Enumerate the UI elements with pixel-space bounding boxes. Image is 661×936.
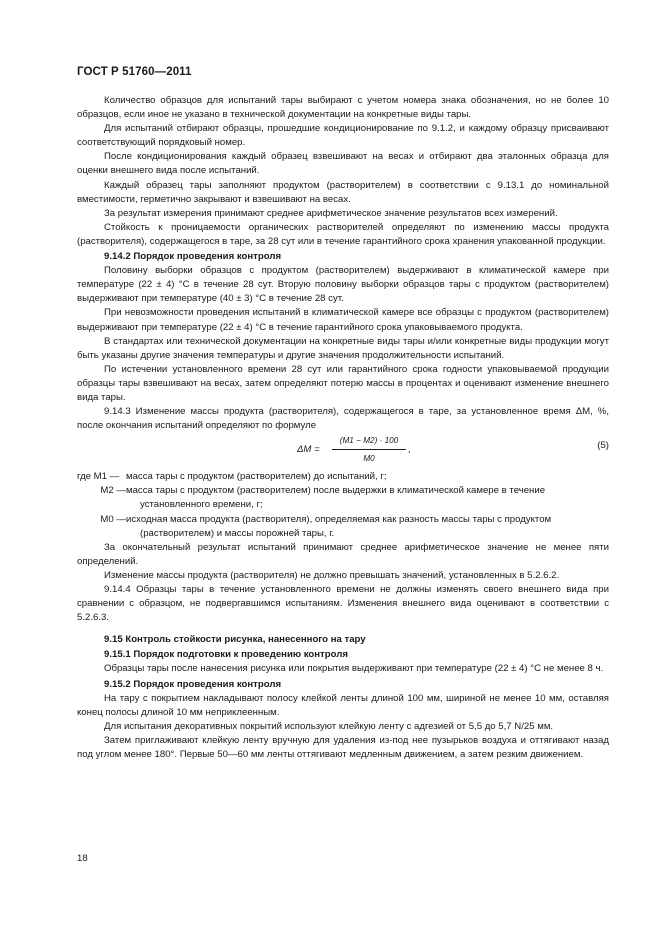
section-heading-9-15: 9.15 Контроль стойкости рисунка, нанесенного на тару — [104, 634, 366, 646]
paragraph: Каждый образец тары заполняют продуктом (растворителем) в соответствии с 9.13.1 до номинальной вместимости, герметично закрывают и взвешивают на весах. — [77, 179, 609, 205]
paragraph: Затем приглаживают клейкую ленту вручную для удаления из-под нее пузырьков воздуха и оттягивают назад под углом менее 180°. Первые 50—60 мм ленты оттягивают медленным движением, а затем резким движением. — [77, 734, 609, 761]
paragraph: Половину выборки образцов с продуктом (растворителем) выдерживают в климатической камере при температуре (22 ± 4) °С в течение 28 сут. Вторую половину выборки образцов тары с продуктом (растворителем) выдерживают при температуре (40 ± 3) °С в течение 28 сут. — [77, 265, 609, 305]
paragraph: В стандартах или технической документации на конкретные виды тары и/или конкретные виды продукции могут быть указаны другие значения температуры и другие значения продолжительности испытаний. — [77, 335, 609, 361]
formula-fraction — [332, 434, 406, 466]
formula-number: (5) — [597, 440, 609, 452]
formula-definitions — [77, 470, 609, 540]
definition-text: исходная масса продукта (растворителя), определяемая как разность массы тары с продуктом (растворителем) и массы порожней тары, г. — [126, 513, 552, 539]
definition-symbol: M0 — — [100, 513, 126, 525]
definition-text: масса тары с продуктом (растворителем) после выдержки в климатической камере в течение установленного времени, г; — [126, 485, 546, 511]
formula-comma: , — [408, 444, 411, 456]
paragraph: Образцы тары после нанесения рисунка или покрытия выдерживают при температуре (22 ± 4) °С не менее 8 ч. — [104, 663, 604, 675]
paragraph: Для испытаний отбирают образцы, прошедшие кондиционирование по 9.1.2, и каждому образцу присваивают соответствующий порядковый номер. — [77, 123, 609, 149]
paragraph: Для испытания декоративных покрытий используют клейкую ленту с адгезией от 5,5 до 5,7 N/25 мм. — [104, 720, 554, 732]
formula-numerator: (M1 − M2) · 100 — [332, 434, 406, 450]
paragraph: После кондиционирования каждый образец взвешивают на весах и отбирают два эталонных образца для оценки внешнего вида после испытаний. — [77, 151, 609, 177]
section-heading-9-15-2: 9.15.2 Порядок проведения контроля — [104, 678, 282, 690]
definition-symbol: M2 — — [100, 485, 126, 497]
standard-header: ГОСТ Р 51760—2011 — [77, 66, 192, 78]
page-number: 18 — [77, 853, 88, 864]
paragraph: Количество образцов для испытаний тары выбирают с учетом номера знака обозначения, но не более 10 образцов, если иное не указано в технической документации на конкретные виды тары. — [77, 95, 609, 121]
section-9-14-3-intro: 9.14.3 Изменение массы продукта (растворителя), содержащегося в таре, за установленное время ΔМ, %, после окончания испытаний определяют по формуле — [77, 406, 609, 432]
paragraph: За результат измерения принимают среднее арифметическое значение результатов всех измерений. — [104, 207, 558, 219]
formula-lhs: ΔM = — [297, 444, 320, 456]
definition-text: масса тары с продуктом (растворителем) до испытаний, г; — [126, 471, 387, 483]
paragraph: По истечении установленного времени 28 сут или гарантийного срока годности упаковываемой продукции образцы тары взвешивают на весах, затем определяют потерю массы в процентах и оценивают изменение внешнего вида тары. — [77, 363, 609, 403]
section-heading-9-14-2: 9.14.2 Порядок проведения контроля — [104, 251, 282, 263]
section-9-14-4-text: 9.14.4 Образцы тары в течение установленного времени не должны изменять своего внешнего вида при сравнении с образцом, не подвергавшимся испытаниям. Изменения внешнего вида оценивают в соответствии с 5.2.6.3. — [77, 584, 609, 624]
definition-symbol: где M1 — — [77, 471, 120, 483]
formula-denominator: M0 — [363, 454, 375, 464]
formula-5 — [77, 434, 609, 468]
paragraph: При невозможности проведения испытаний в климатической камере все образцы с продуктом (растворителем) выдерживают при температуре (22 ± 4) °С в течение гарантийного срока упаковываемого продукта. — [77, 307, 609, 333]
definition-item — [77, 513, 609, 541]
paragraph: Стойкость к проницаемости органических растворителей определяют по изменению массы продукта (растворителя), содержащегося в таре, за 28 сут или в течение гарантийного срока хранения упакованной продукции. — [77, 221, 609, 247]
paragraph: За окончательный результат испытаний принимают среднее арифметическое значение не менее пяти определений. — [77, 541, 609, 567]
document-body — [77, 94, 609, 762]
section-heading-9-15-1: 9.15.1 Порядок подготовки к проведению контроля — [104, 649, 348, 661]
definition-item — [77, 470, 609, 484]
definition-item — [77, 484, 609, 512]
paragraph: Изменение массы продукта (растворителя) не должно превышать значений, установленных в 5.2.6.2. — [104, 569, 560, 581]
paragraph: На тару с покрытием накладывают полосу клейкой ленты длиной 100 мм, шириной не менее 10 мм, оставляя конец полосы длиной 10 мм неприклеенным. — [77, 692, 609, 718]
